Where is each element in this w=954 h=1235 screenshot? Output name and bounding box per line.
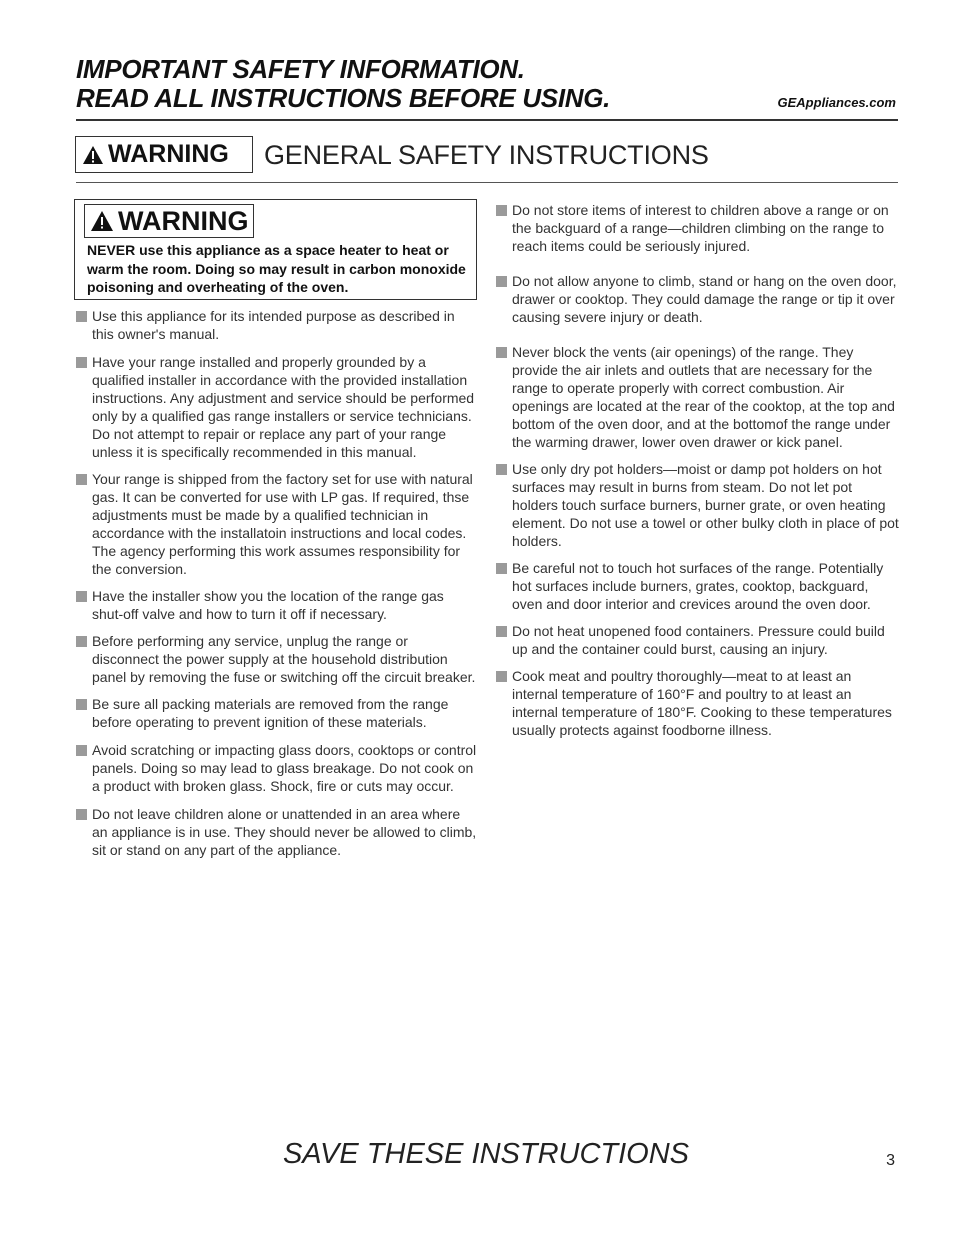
section-warning-label: WARNING: [108, 140, 229, 168]
page-number: 3: [886, 1152, 895, 1169]
square-bullet-icon: [496, 276, 507, 287]
square-bullet-icon: [496, 626, 507, 637]
list-item-text: Use only dry pot holders—moist or damp pot holders on hot surfaces may result in burns from steam. Do not let pot holders touch surface burners, burner grate, or oven heating element. Do not use a towel or other bulky cloth in place of pot holders.: [512, 461, 899, 549]
square-bullet-icon: [76, 809, 87, 820]
list-item-text: Have your range installed and properly grounded by a qualified installer in accordance with the provided installation instructions. Any adjustment and service should be performed only by a qualified gas range installers or service technicians. Do not attempt to repair or replace any part of your range unless it is specifically recommended in this manual.: [92, 354, 475, 460]
list-item: [76, 695, 478, 731]
square-bullet-icon: [76, 591, 87, 602]
list-item-text: Do not leave children alone or unattended in an area where an appliance is in use. They should never be allowed to climb, sit or stand on any part of the appliance.: [92, 806, 477, 858]
list-item-text: Cook meat and poultry thoroughly—meat to at least an internal temperature of 160°F and poultry to at least an internal temperature of 180°F. Cooking to these temperatures usually protects against foodborne illness.: [512, 668, 892, 738]
list-item-text: Never block the vents (air openings) of the range. They provide the air inlets and outlets that are necessary for the range to operate properly with correct combustion. Air openings are located at the rear of the cooktop, at the top and bottom of the oven door, and at the bottomof the range under the warming drawer, lower oven drawer or kick panel.: [512, 344, 895, 450]
list-item-text: Be sure all packing materials are removed from the range before operating to prevent ignition of these materials.: [92, 696, 449, 730]
square-bullet-icon: [496, 671, 507, 682]
square-bullet-icon: [76, 474, 87, 485]
list-item-text: Use this appliance for its intended purpose as described in this owner's manual.: [92, 308, 455, 342]
list-item: [496, 343, 900, 451]
header-title-line-1: IMPORTANT SAFETY INFORMATION.: [76, 54, 525, 84]
section-title: GENERAL SAFETY INSTRUCTIONS: [264, 140, 709, 170]
list-item-text: Do not allow anyone to climb, stand or hang on the oven door, drawer or cooktop. They could damage the range or tip it over causing severe injury or death.: [512, 273, 897, 325]
list-item-text: Have the installer show you the location of the range gas shut-off valve and how to turn it off if necessary.: [92, 588, 444, 622]
section-warning-tag: [75, 136, 253, 173]
list-item: [76, 470, 478, 578]
list-item: [496, 559, 900, 613]
right-column: [496, 201, 900, 739]
list-item: [76, 587, 478, 623]
list-item: [496, 622, 900, 658]
section-divider: [76, 182, 898, 183]
square-bullet-icon: [76, 699, 87, 710]
square-bullet-icon: [76, 636, 87, 647]
website-label: GEAppliances.com: [777, 95, 896, 110]
list-item: [496, 460, 900, 550]
square-bullet-icon: [496, 347, 507, 358]
page-header-title: [76, 55, 610, 113]
list-item-text: Avoid scratching or impacting glass doors, cooktops or control panels. Doing so may lead to glass breakage. Do not cook on a product with broken glass. Shock, fire or cuts may occur.: [92, 742, 477, 794]
list-item: [76, 741, 478, 795]
warning-box-label: WARNING: [118, 205, 249, 236]
list-item: [76, 307, 478, 343]
square-bullet-icon: [496, 464, 507, 475]
left-column: [76, 307, 478, 859]
list-item: [76, 353, 478, 461]
warning-box: [74, 199, 477, 300]
list-item-text: Your range is shipped from the factory set for use with natural gas. It can be converted for use with LP gas. If required, thse adjustments must be made by a qualified technician in accordance with the installatoin instructions and local codes. The agency performing this work assumes responsibility for the conversion.: [92, 471, 473, 577]
warning-triangle-icon: [82, 145, 104, 165]
square-bullet-icon: [496, 205, 507, 216]
warning-box-tag: [84, 204, 254, 238]
warning-triangle-icon: [90, 210, 114, 232]
square-bullet-icon: [496, 563, 507, 574]
header-divider: [76, 119, 898, 121]
square-bullet-icon: [76, 357, 87, 368]
footer-save-instructions: SAVE THESE INSTRUCTIONS: [282, 1138, 690, 1170]
list-item: [496, 272, 900, 326]
list-item: [76, 805, 478, 859]
list-item-text: Do not store items of interest to children above a range or on the backguard of a range—children climbing on the range to reach items could be seriously injured.: [512, 202, 889, 254]
list-item: [496, 667, 900, 739]
list-item-text: Before performing any service, unplug the range or disconnect the power supply at the household distribution panel by removing the fuse or switching off the circuit breaker.: [92, 633, 476, 685]
square-bullet-icon: [76, 745, 87, 756]
list-item-text: Do not heat unopened food containers. Pressure could build up and the container could burst, causing an injury.: [512, 623, 885, 657]
warning-box-text: NEVER use this appliance as a space heater to heat or warm the room. Doing so may result in carbon monoxide poisoning and overheating of the oven.: [87, 242, 466, 295]
header-title-line-2: READ ALL INSTRUCTIONS BEFORE USING.: [76, 83, 611, 113]
list-item: [496, 201, 900, 255]
square-bullet-icon: [76, 311, 87, 322]
list-item-text: Be careful not to touch hot surfaces of the range. Potentially hot surfaces include burners, grates, cooktop, backguard, oven and door interior and crevices around the oven door.: [512, 560, 884, 612]
list-item: [76, 632, 478, 686]
